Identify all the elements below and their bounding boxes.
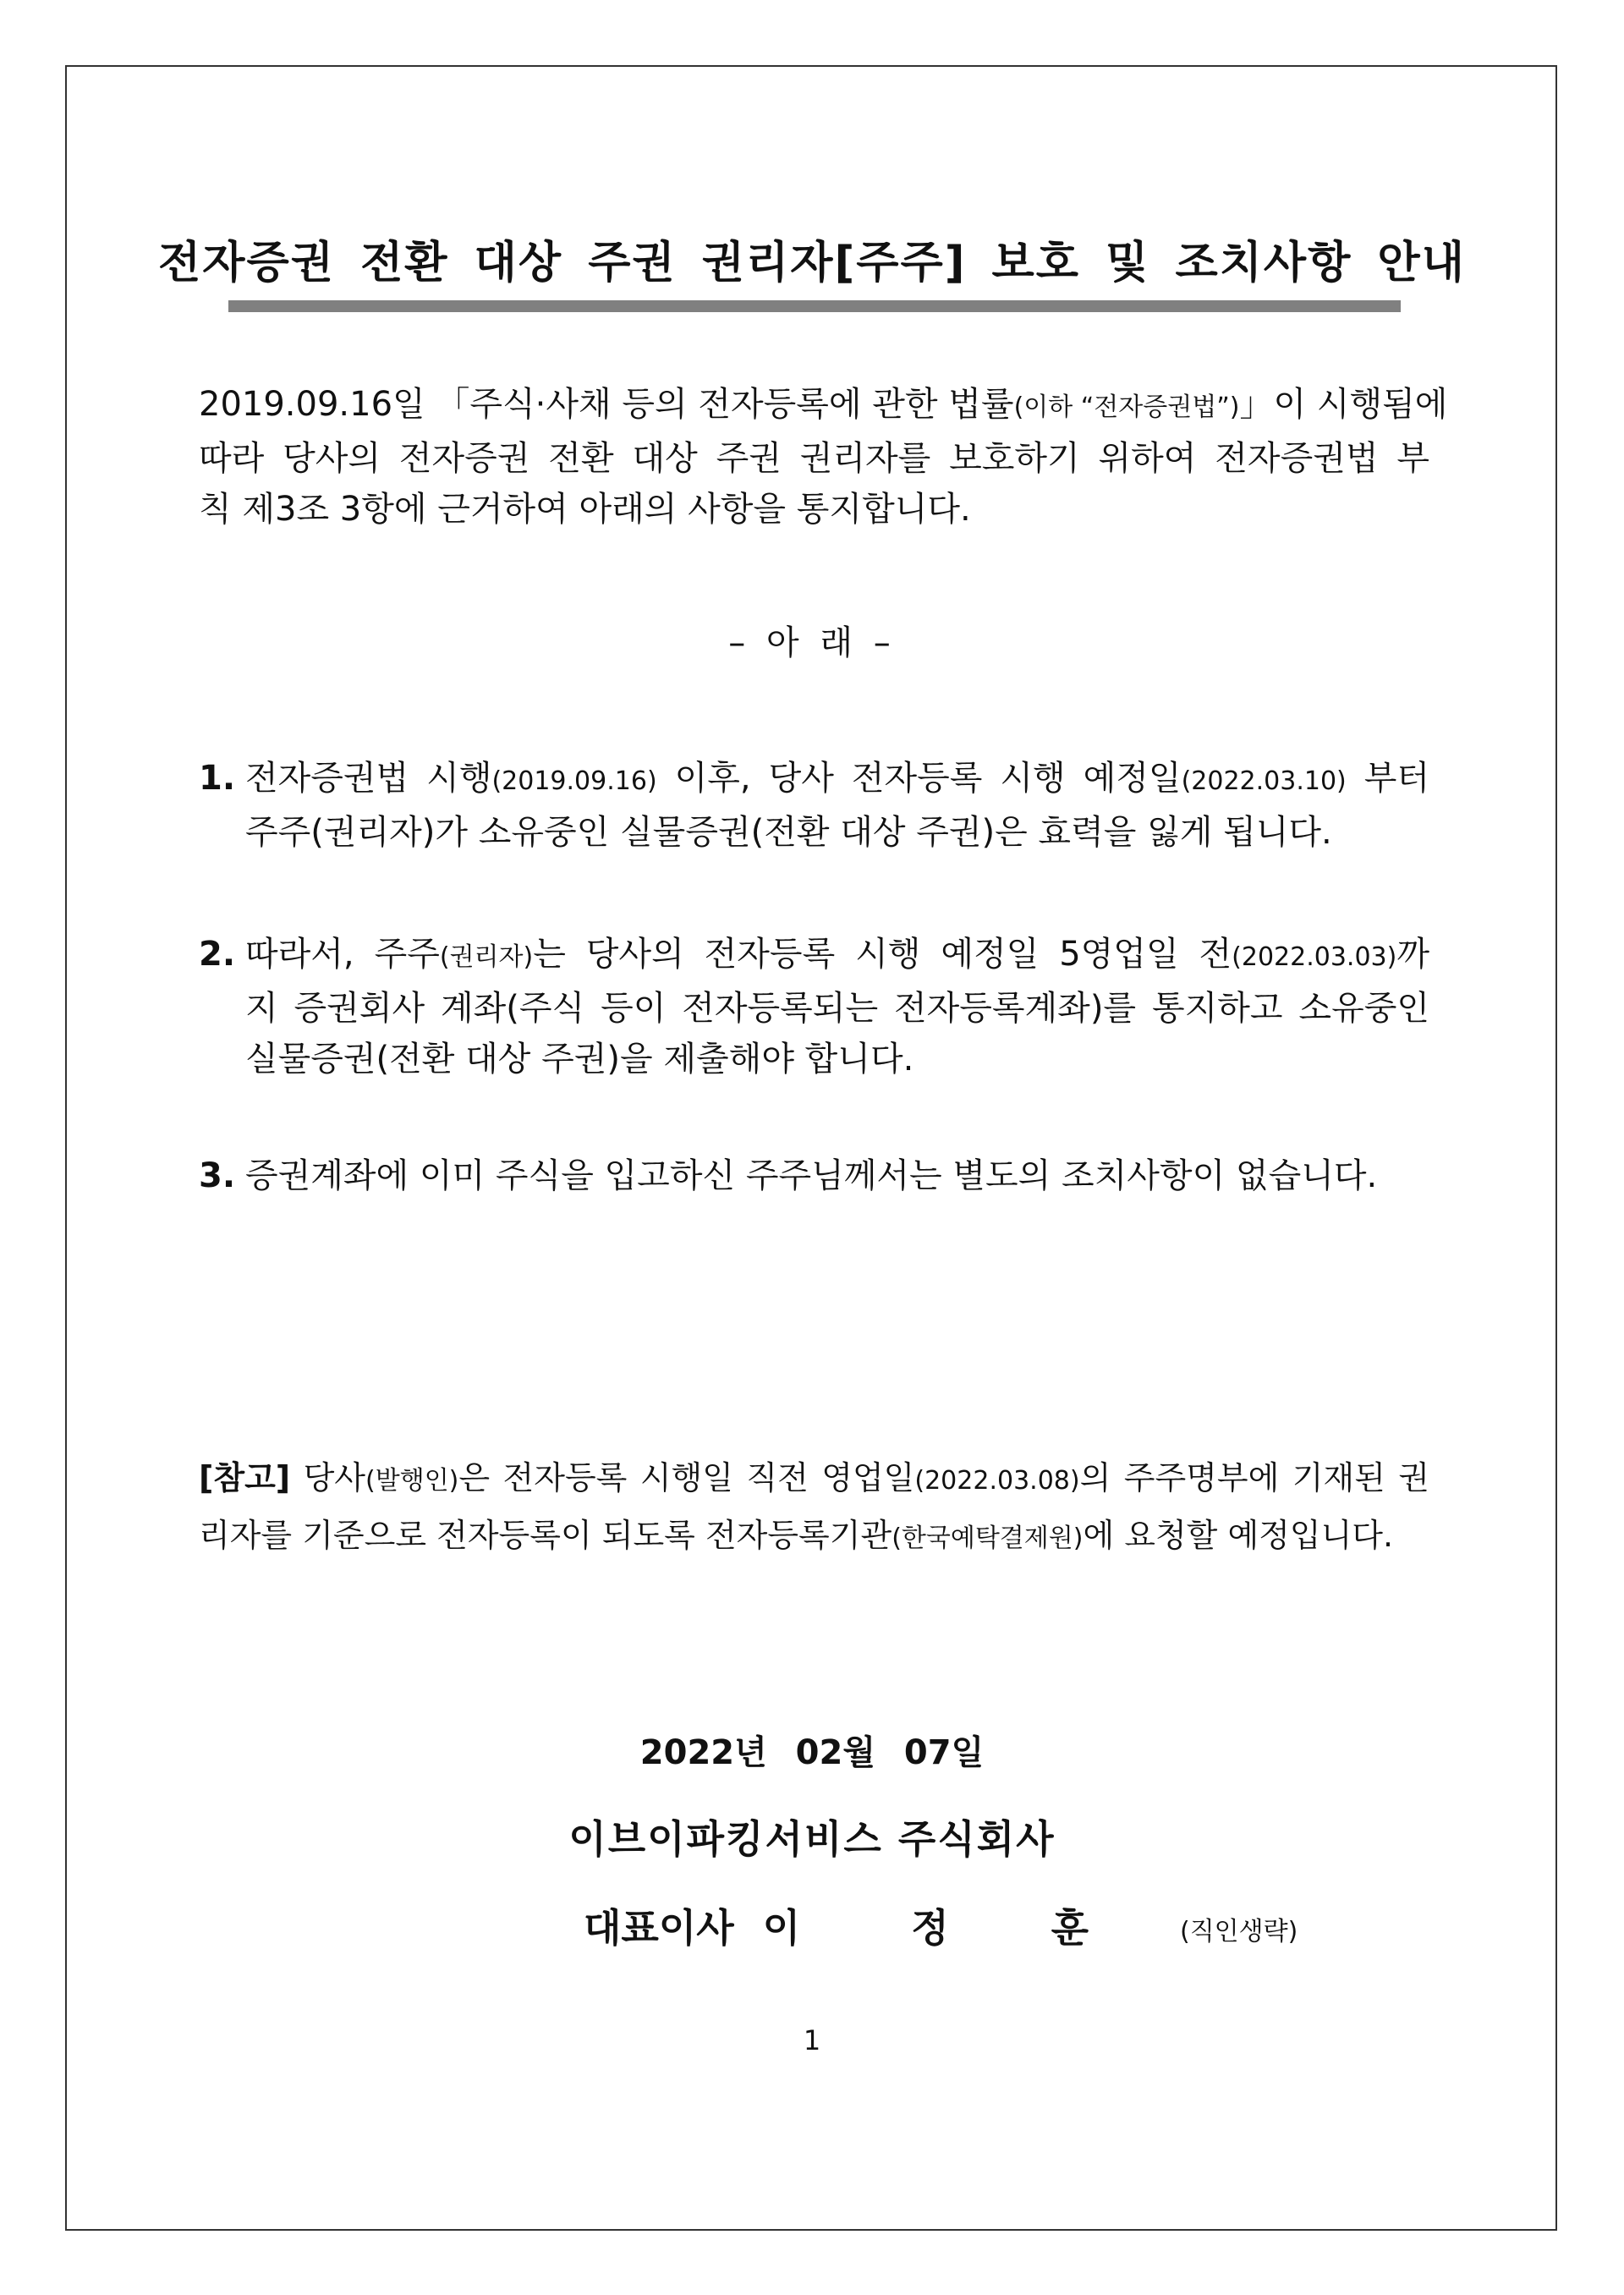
item-1-text-a: 전자증권법 시행 [245, 759, 492, 798]
list-item-1 [199, 753, 1429, 858]
intro-line-1 [199, 379, 1448, 433]
item-2-line-3: 실물증권(전환 대상 주권)을 제출해야 합니다. [245, 1040, 914, 1079]
list-item-2 [199, 929, 1429, 1084]
item-2-text-c: 까 [1396, 935, 1429, 974]
intro-line-1-small: (이하 “전자증권법”) [1013, 393, 1240, 422]
section-label: – 아 래 – [728, 623, 896, 662]
item-1-small-b: (2022.03.10) [1181, 766, 1347, 796]
company-name: 이브이파킹서비스 주식회사 [568, 1816, 1056, 1862]
intro-line-1-text-a: 2019.09.16일 「주식·사채 등의 전자등록에 관한 법률 [199, 385, 1014, 424]
intro-paragraph [199, 379, 1448, 535]
page-number: 1 [803, 2024, 821, 2056]
item-number: 2. [199, 935, 236, 974]
item-1-text-b: 이후, 당사 전자등록 시행 예정일 [656, 759, 1182, 798]
note-text-c: 의 주주명부에 기재된 권 [1079, 1459, 1429, 1496]
seal-omitted-note: (직인생략) [1180, 1917, 1298, 1946]
ceo-name-char-1: 이 [762, 1905, 801, 1951]
note-line-2-text-a: 리자를 기준으로 전자등록이 되도록 전자등록기관 [199, 1517, 892, 1554]
ceo-name-char-2: 정 [911, 1905, 949, 1951]
list-item-3 [199, 1150, 1429, 1201]
ceo-title: 대표이사 [584, 1905, 734, 1951]
intro-line-3: 칙 제3조 3항에 근거하여 아래의 사항을 통지합니다. [199, 490, 971, 529]
note-line-2-small: (한국예탁결제원) [892, 1524, 1084, 1553]
note-small-b: (2022.03.08) [914, 1466, 1080, 1496]
item-1-line-1 [245, 753, 1429, 807]
item-1-small-a: (2019.09.16) [491, 766, 657, 796]
item-2-small-b: (2022.03.03) [1232, 942, 1397, 972]
note-line-2-text-b: 에 요청할 예정입니다. [1083, 1517, 1394, 1554]
item-number: 1. [199, 759, 236, 798]
item-2-line-1 [245, 929, 1429, 983]
document-title: 전자증권 전환 대상 주권 권리자[주주] 보호 및 조치사항 안내 [158, 238, 1466, 288]
issue-date: 2022년 02월 07일 [639, 1733, 985, 1772]
item-2-text-a: 따라서, 주주 [245, 935, 440, 974]
note-text-b: 은 전자등록 시행일 직전 영업일 [458, 1459, 915, 1496]
note-text-a: 당사 [290, 1459, 366, 1496]
item-1-text-c: 부터 [1346, 759, 1430, 798]
note-ref-label: [참고] [199, 1459, 291, 1496]
ceo-signature-line [584, 1897, 1089, 1953]
reference-note [199, 1451, 1429, 1566]
item-2-line-2: 지 증권회사 계좌(주식 등이 전자등록되는 전자등록계좌)를 통지하고 소유중인 [245, 989, 1429, 1028]
ceo-name-char-3: 훈 [1051, 1905, 1089, 1951]
item-2-small-a: (권리자) [439, 942, 534, 972]
title-underline-bar [228, 300, 1401, 312]
note-small-a: (발행인) [365, 1466, 459, 1496]
item-number: 3. [199, 1156, 236, 1195]
item-3-line-1: 증권계좌에 이미 주식을 입고하신 주주님께서는 별도의 조치사항이 없습니다. [245, 1156, 1378, 1195]
intro-line-2: 따라 당사의 전자증권 전환 대상 주권 권리자를 보호하기 위하여 전자증권법 부 [199, 439, 1429, 478]
note-line-1 [199, 1451, 1429, 1508]
intro-line-1-text-b: 」이 시행됨에 [1239, 385, 1448, 424]
item-1-line-2: 주주(권리자)가 소유중인 실물증권(전환 대상 주권)은 효력을 잃게 됩니다. [245, 813, 1332, 852]
note-line-2 [199, 1508, 1429, 1566]
item-2-text-b: 는 당사의 전자등록 시행 예정일 5영업일 전 [533, 935, 1232, 974]
